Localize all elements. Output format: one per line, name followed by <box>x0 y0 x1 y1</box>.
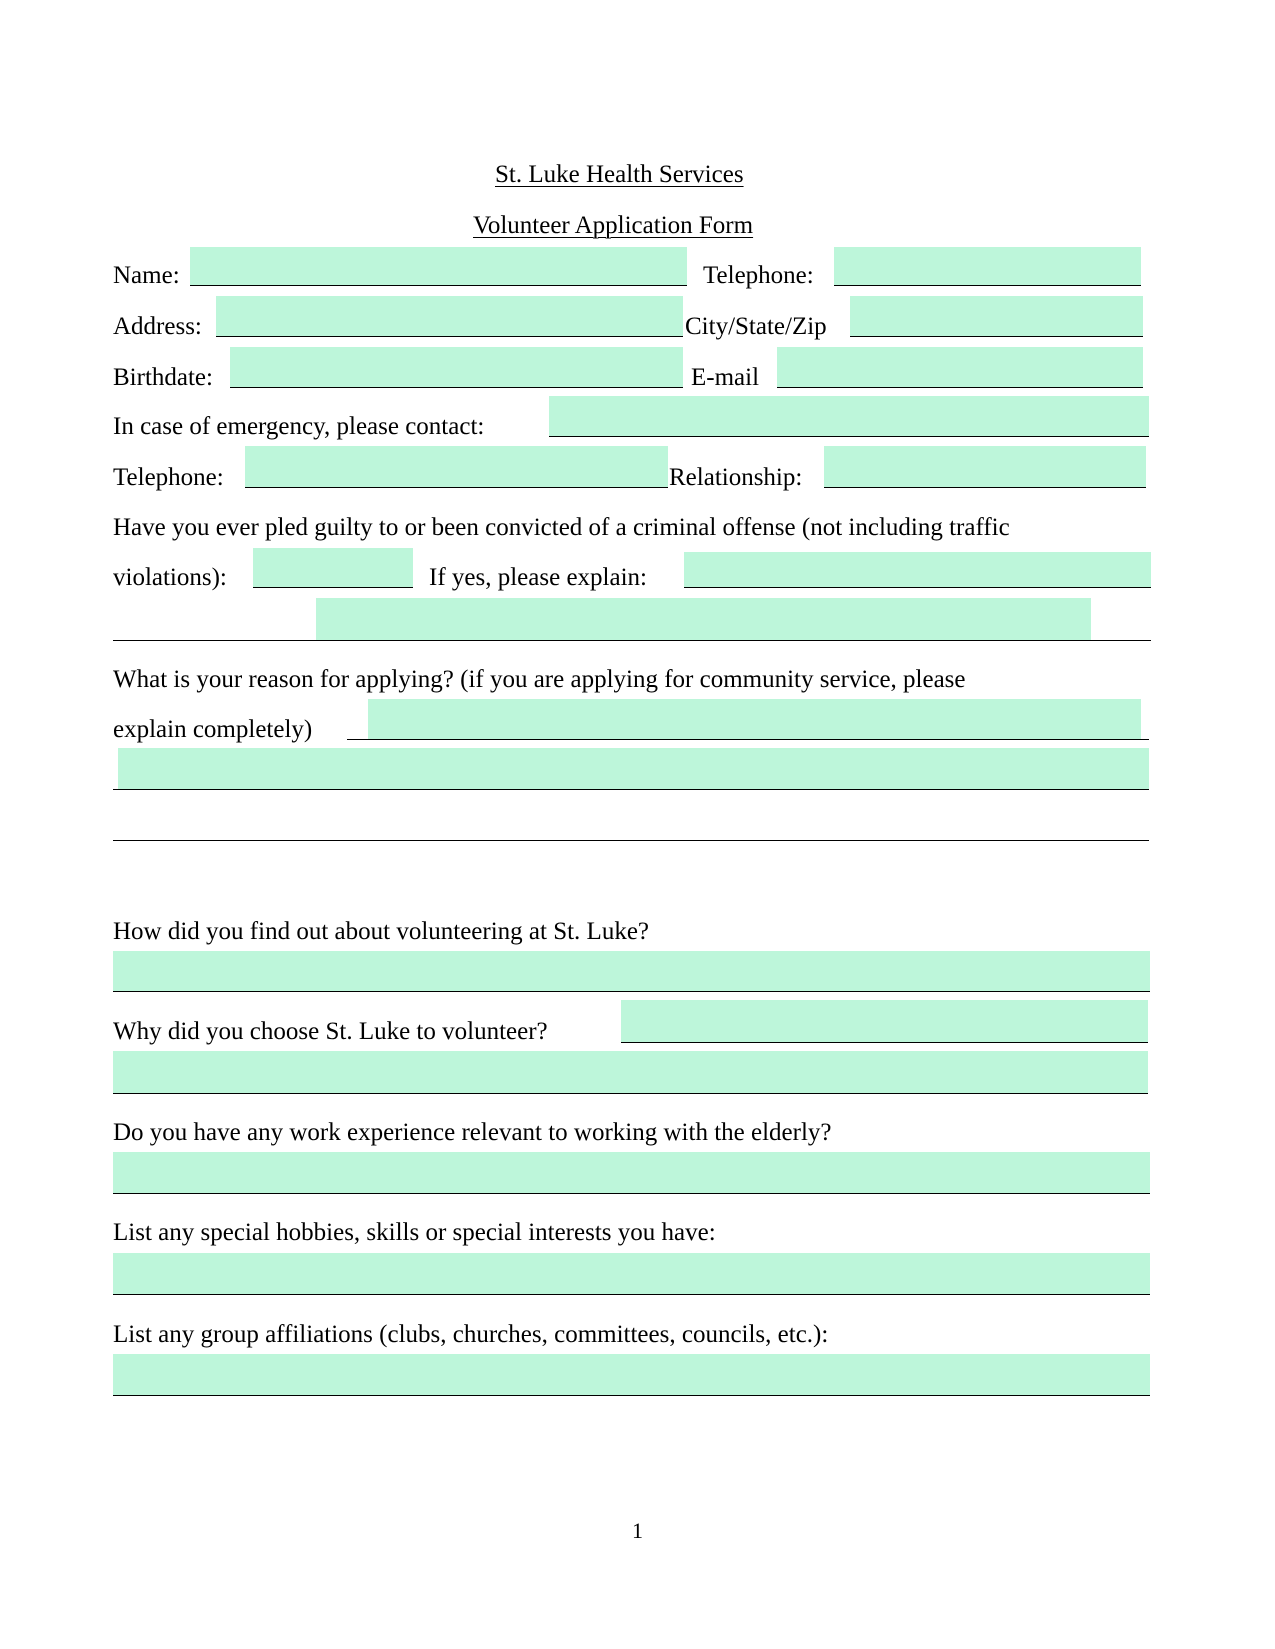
form-title: Volunteer Application Form <box>473 212 754 239</box>
why-choose-underline-2 <box>113 1093 1148 1094</box>
organization-title: St. Luke Health Services <box>495 161 744 188</box>
how-find-field[interactable] <box>113 951 1150 991</box>
hobbies-underline <box>113 1294 1150 1295</box>
city-underline <box>850 336 1143 337</box>
relationship-label: Relationship: <box>669 464 803 491</box>
name-field[interactable] <box>190 247 687 285</box>
conviction-explain-field[interactable] <box>684 552 1151 587</box>
explain-underline-2 <box>113 640 1151 641</box>
conviction-answer-field[interactable] <box>253 548 413 587</box>
why-choose-underline <box>621 1042 1148 1043</box>
city-state-zip-field[interactable] <box>850 296 1143 336</box>
group-affiliations-field[interactable] <box>113 1354 1150 1395</box>
relationship-field[interactable] <box>824 446 1146 487</box>
emergency-telephone-label: Telephone: <box>113 464 224 491</box>
email-field[interactable] <box>777 347 1143 387</box>
hobbies-field[interactable] <box>113 1253 1150 1294</box>
address-field[interactable] <box>216 296 683 336</box>
emergency-telephone-underline <box>245 487 668 488</box>
telephone-field[interactable] <box>834 247 1141 285</box>
hobbies-question: List any special hobbies, skills or special interests you have: <box>113 1219 716 1246</box>
page-number: 1 <box>632 1518 643 1543</box>
work-experience-underline <box>113 1193 1150 1194</box>
birthdate-label: Birthdate: <box>113 364 213 391</box>
reason-question-line1: What is your reason for applying? (if you are applying for community service, please <box>113 666 966 693</box>
conviction-explain-field-2[interactable] <box>316 598 1091 640</box>
reason-underline-2 <box>113 789 1149 790</box>
relationship-underline <box>824 487 1146 488</box>
emergency-underline <box>549 436 1149 437</box>
name-label: Name: <box>113 262 180 289</box>
name-underline <box>190 285 687 286</box>
telephone-label: Telephone: <box>703 262 814 289</box>
email-label: E-mail <box>691 364 760 391</box>
how-find-question: How did you find out about volunteering at St. Luke? <box>113 918 650 945</box>
birthdate-field[interactable] <box>230 347 683 387</box>
reason-field[interactable] <box>368 699 1141 739</box>
why-choose-field-2[interactable] <box>113 1051 1148 1093</box>
reason-question-line2: explain completely) <box>113 716 313 743</box>
group-affiliations-question: List any group affiliations (clubs, churches, committees, councils, etc.): <box>113 1321 829 1348</box>
birthdate-underline <box>230 387 683 388</box>
explain-underline <box>684 587 1151 588</box>
violations-label: violations): <box>113 564 227 591</box>
address-label: Address: <box>113 313 202 340</box>
work-experience-field[interactable] <box>113 1152 1150 1193</box>
criminal-question: Have you ever pled guilty to or been convicted of a criminal offense (not including traffic <box>113 514 1010 541</box>
group-affiliations-underline <box>113 1395 1150 1396</box>
reason-field-2[interactable] <box>118 748 1149 789</box>
work-experience-question: Do you have any work experience relevant to working with the elderly? <box>113 1119 832 1146</box>
how-find-underline <box>113 991 1150 992</box>
emergency-contact-field[interactable] <box>549 396 1149 436</box>
city-state-zip-label: City/State/Zip <box>685 313 827 340</box>
emergency-telephone-field[interactable] <box>245 446 668 487</box>
violations-underline <box>253 587 413 588</box>
why-choose-field[interactable] <box>621 1000 1148 1042</box>
if-yes-label: If yes, please explain: <box>429 564 647 591</box>
emergency-contact-label: In case of emergency, please contact: <box>113 413 485 440</box>
email-underline <box>777 387 1143 388</box>
reason-underline <box>347 739 1149 740</box>
address-underline <box>216 336 683 337</box>
why-choose-question: Why did you choose St. Luke to volunteer? <box>113 1018 548 1045</box>
reason-underline-3 <box>113 840 1149 841</box>
telephone-underline <box>834 285 1141 286</box>
